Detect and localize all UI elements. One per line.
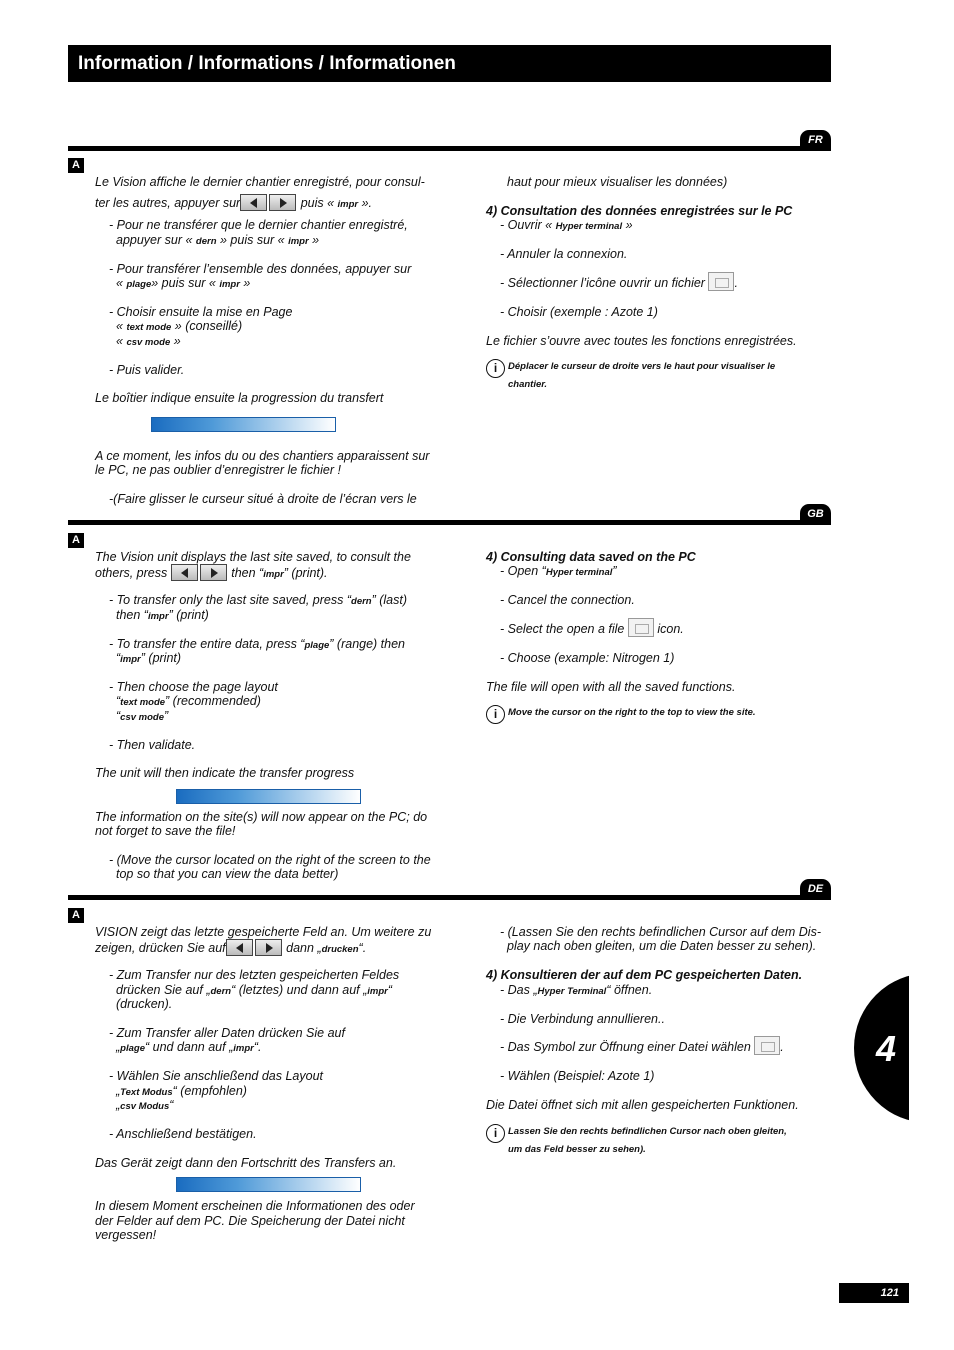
gb-step2-line1: - To transfer the entire data, press “plage” (range) then <box>109 637 406 651</box>
gb-note-line1: The information on the site(s) will now appear on the PC; do <box>95 810 428 824</box>
open-file-icon <box>628 618 654 637</box>
page-title: Information / Informations / Informationen <box>78 53 456 74</box>
lang-tag-de: DE <box>800 879 831 899</box>
arrow-buttons-icon <box>240 194 297 211</box>
de-info-line2: um das Feld besser zu sehen). <box>508 1144 646 1155</box>
gb-info: i Move the cursor on the right to the top to view the site. <box>486 704 756 724</box>
lang-tag-fr: FR <box>800 130 831 150</box>
fr-step3-line3: « csv mode » <box>116 334 181 348</box>
gb-step1-line2: then “impr” (print) <box>116 608 209 622</box>
de-open-terminal: - Das „Hyper Terminal“ öffnen. <box>500 983 653 997</box>
fr-note-line2: le PC, ne pas oublier d’enregistrer le fichier ! <box>95 463 341 477</box>
fr-step1-line1: - Pour ne transférer que le dernier chantier enregistré, <box>109 218 408 232</box>
de-step1-line2: drücken Sie auf „dern“ (letztes) und dann auf „impr“ <box>116 983 393 997</box>
de-cursor-line1: - (Lassen Sie den rechts befindlichen Cursor auf dem Dis- <box>500 925 821 939</box>
progress-bar <box>176 789 361 804</box>
gb-step3-line1: - Then choose the page layout <box>109 680 278 694</box>
fr-select-icon: - Sélectionner l’icône ouvrir un fichier . <box>500 272 738 291</box>
section-rule-gb <box>68 520 831 525</box>
fr-cursor-line2: haut pour mieux visualiser les données) <box>507 175 728 189</box>
fr-note-line1: A ce moment, les infos du ou des chantiers apparaissent sur <box>95 449 430 463</box>
gb-step2-line2: “impr” (print) <box>116 651 182 665</box>
fr-intro-line1: Le Vision affiche le dernier chantier enregistré, pour consul- <box>95 175 425 189</box>
gb-file-opens: The file will open with all the saved functions. <box>486 680 736 694</box>
de-file-opens: Die Datei öffnet sich mit allen gespeicherten Funktionen. <box>486 1098 799 1112</box>
gb-cursor-line1: - (Move the cursor located on the right of the screen to the <box>109 853 431 867</box>
fr-intro-line2: ter les autres, appuyer sur puis « impr ». <box>95 196 373 210</box>
lang-tag-gb: GB <box>800 504 831 524</box>
de-step3-line3: „csv Modus“ <box>116 1098 174 1112</box>
gb-step1-line1: - To transfer only the last site saved, press “dern” (last) <box>109 593 408 607</box>
de-choose: - Wählen (Beispiel: Azote 1) <box>500 1069 655 1083</box>
de-intro-line1: VISION zeigt das letzte gespeicherte Feld an. Um weitere zu <box>95 925 432 939</box>
section-marker-gb: A <box>68 533 84 548</box>
fr-info-line2: chantier. <box>508 379 548 390</box>
open-file-icon <box>754 1036 780 1055</box>
de-select-icon: - Das Symbol zur Öffnung einer Datei wählen . <box>500 1036 784 1055</box>
arrow-buttons-icon <box>226 939 283 956</box>
gb-step4: - Then validate. <box>109 738 196 752</box>
section-marker-fr: A <box>68 158 84 173</box>
fr-choose: - Choisir (exemple : Azote 1) <box>500 305 658 319</box>
fr-step-heading: 4) Consultation des données enregistrées sur le PC <box>486 204 793 218</box>
gb-step3-line2: “text mode” (recommended) <box>116 694 261 708</box>
info-icon: i <box>486 705 505 724</box>
page-header <box>68 45 831 82</box>
fr-open-terminal: - Ouvrir « Hyper terminal » <box>500 218 633 232</box>
fr-step3-line2: « text mode » (conseillé) <box>116 319 243 333</box>
open-file-icon <box>708 272 734 291</box>
de-cursor-line2: play nach oben gleiten, um die Daten besser zu sehen). <box>507 939 817 953</box>
fr-step1-line2: appuyer sur « dern » puis sur « impr » <box>116 233 320 247</box>
progress-bar <box>176 1177 361 1192</box>
fr-step4: - Puis valider. <box>109 363 185 377</box>
fr-file-opens: Le fichier s’ouvre avec toutes les fonctions enregistrées. <box>486 334 797 348</box>
de-step1-line1: - Zum Transfer nur des letzten gespeicherten Feldes <box>109 968 400 982</box>
de-step2-line1: - Zum Transfer aller Daten drücken Sie auf <box>109 1026 345 1040</box>
gb-intro-line1: The Vision unit displays the last site saved, to consult the <box>95 550 411 564</box>
gb-choose: - Choose (example: Nitrogen 1) <box>500 651 675 665</box>
gb-open-terminal: - Open “Hyper terminal” <box>500 564 617 578</box>
gb-intro-line2: others, press then “impr” (print). <box>95 566 328 580</box>
gb-note-line2: not forget to save the file! <box>95 824 236 838</box>
info-icon: i <box>486 359 505 378</box>
de-step-heading: 4) Konsultieren der auf dem PC gespeicherten Daten. <box>486 968 803 982</box>
fr-step2-line2: « plage» puis sur « impr » <box>116 276 251 290</box>
de-step4: - Anschließend bestätigen. <box>109 1127 257 1141</box>
gb-cursor-line2: top so that you can view the data better) <box>116 867 339 881</box>
progress-bar <box>151 417 336 432</box>
de-note-line1: In diesem Moment erscheinen die Informationen des oder <box>95 1199 415 1213</box>
fr-step2-line1: - Pour transférer l’ensemble des données, appuyer sur <box>109 262 412 276</box>
gb-progress-text: The unit will then indicate the transfer progress <box>95 766 355 780</box>
fr-progress-text: Le boîtier indique ensuite la progression du transfert <box>95 391 384 405</box>
de-intro-line2: zeigen, drücken Sie auf dann „drucken“. <box>95 941 367 955</box>
fr-step3-line1: - Choisir ensuite la mise en Page <box>109 305 293 319</box>
de-step3-line2: „Text Modus“ (empfohlen) <box>116 1084 247 1098</box>
chapter-number: 4 <box>876 1028 897 1069</box>
de-step2-line2: „plage“ und dann auf „impr“. <box>116 1040 262 1054</box>
gb-step3-line3: “csv mode” <box>116 709 169 723</box>
de-step1-line3: (drucken). <box>116 997 173 1011</box>
gb-select-icon: - Select the open a file icon. <box>500 618 684 637</box>
arrow-buttons-icon <box>171 564 228 581</box>
gb-step-heading: 4) Consulting data saved on the PC <box>486 550 696 564</box>
fr-cancel: - Annuler la connexion. <box>500 247 628 261</box>
section-marker-de: A <box>68 908 84 923</box>
de-note-line2: der Felder auf dem PC. Die Speicherung der Datei nicht <box>95 1214 405 1228</box>
info-icon: i <box>486 1124 505 1143</box>
fr-info-line1: i Déplacer le curseur de droite vers le haut pour visualiser le <box>486 358 775 378</box>
fr-cursor-line1: -(Faire glisser le curseur situé à droite de l’écran vers le <box>109 492 417 506</box>
gb-cancel: - Cancel the connection. <box>500 593 635 607</box>
de-step3-line1: - Wählen Sie anschließend das Layout <box>109 1069 324 1083</box>
de-progress-text: Das Gerät zeigt dann den Fortschritt des Transfers an. <box>95 1156 397 1170</box>
page-number: 121 <box>839 1283 909 1303</box>
de-cancel: - Die Verbindung annullieren.. <box>500 1012 665 1026</box>
section-rule-fr <box>68 146 831 151</box>
section-rule-de <box>68 895 831 900</box>
de-note-line3: vergessen! <box>95 1228 157 1242</box>
de-info-line1: i Lassen Sie den rechts befindlichen Cursor nach oben gleiten, <box>486 1123 787 1143</box>
